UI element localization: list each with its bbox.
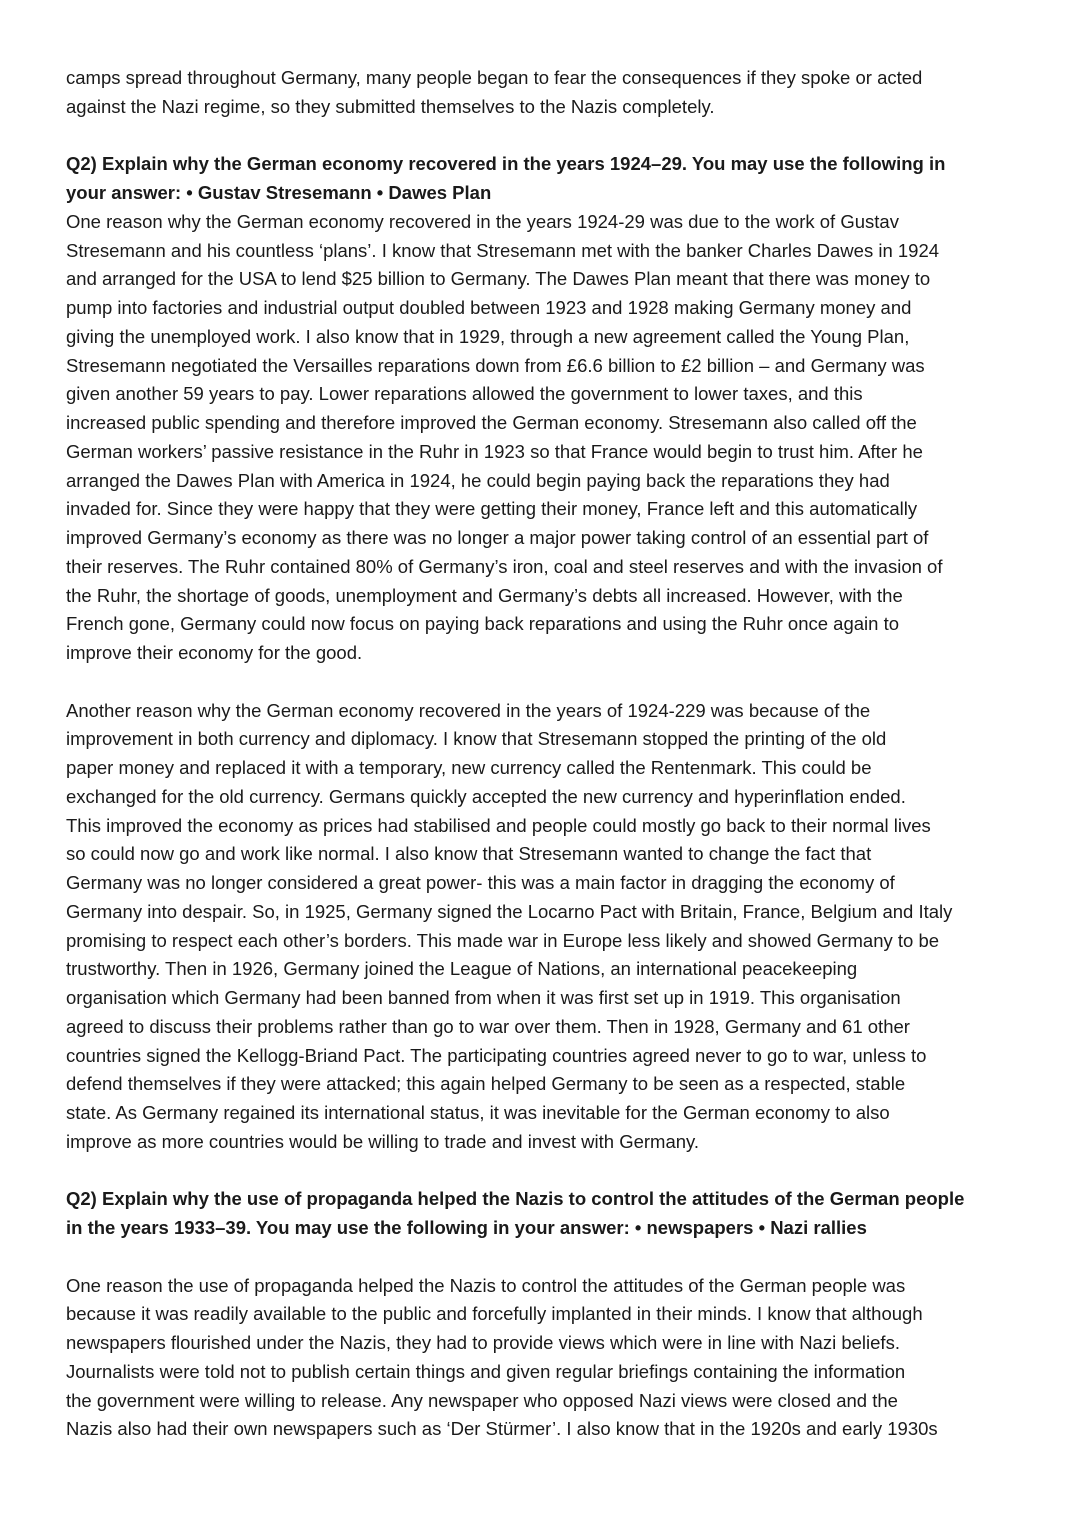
text-line: German workers’ passive resistance in the Ruhr in 1923 so that France would begin to trust him. After he <box>66 440 923 462</box>
text-line: Germany into despair. So, in 1925, Germany signed the Locarno Pact with Britain, France, Belgium and Italy <box>66 900 953 922</box>
text-line: and arranged for the USA to lend $25 billion to Germany. The Dawes Plan meant that there was money to <box>66 268 931 290</box>
economy-question <box>66 150 1026 208</box>
text-line: giving the unemployed work. I also know that in 1929, through a new agreement called the Young Plan, <box>66 325 910 347</box>
propaganda-paragraph-1 <box>66 1272 1026 1445</box>
text-line: the Ruhr, the shortage of goods, unemployment and Germany’s debts all increased. However, with the <box>66 584 903 606</box>
text-line: One reason why the German economy recovered in the years 1924-29 was due to the work of Gustav <box>66 210 899 232</box>
economy-paragraph-2 <box>66 697 1026 1157</box>
text-line: improve their economy for the good. <box>66 642 363 663</box>
text-line: Nazis also had their own newspapers such as ‘Der Stürmer’. I also know that in the 1920s and early 1930s <box>66 1418 938 1440</box>
text-line: This improved the economy as prices had stabilised and people could mostly go back to their normal lives <box>66 814 931 836</box>
question-line: in the years 1933–39. You may use the following in your answer: • newspapers • Nazi rallies <box>66 1217 867 1238</box>
text-line: their reserves. The Ruhr contained 80% of Germany’s iron, coal and steel reserves and with the invasion of <box>66 555 943 577</box>
text-line: against the Nazi regime, so they submitted themselves to the Nazis completely. <box>66 95 715 117</box>
text-line: Journalists were told not to publish certain things and given regular briefings containing the information <box>66 1360 906 1382</box>
text-line: increased public spending and therefore improved the German economy. Stresemann also called off the <box>66 412 917 433</box>
text-line: improvement in both currency and diplomacy. I know that Stresemann stopped the printing of the old <box>66 728 887 750</box>
text-line: arranged the Dawes Plan with America in 1924, he could begin paying back the reparations they had <box>66 469 890 491</box>
paragraph-gap <box>66 1157 1026 1186</box>
text-line: camps spread throughout Germany, many people began to fear the consequences if they spoke or acted <box>66 67 923 88</box>
text-line: One reason the use of propaganda helped the Nazis to control the attitudes of the German people was <box>66 1274 906 1296</box>
text-line: state. As Germany regained its international status, it was inevitable for the German economy to also <box>66 1102 890 1123</box>
text-line: paper money and replaced it with a temporary, new currency called the Rentenmark. This could be <box>66 757 872 778</box>
propaganda-question <box>66 1185 1026 1243</box>
text-line: agreed to discuss their problems rather than go to war over them. Then in 1928, Germany and 61 other <box>66 1015 910 1037</box>
text-line: countries signed the Kellogg-Briand Pact. The participating countries agreed never to go to war, unless to <box>66 1044 927 1066</box>
text-line: so could now go and work like normal. I also know that Stresemann wanted to change the fact that <box>66 843 872 865</box>
text-line: because it was readily available to the public and forcefully implanted in their minds. I know that although <box>66 1303 923 1325</box>
paragraph-gap <box>66 122 1026 151</box>
text-line: Germany was no longer considered a great power- this was a main factor in dragging the economy of <box>66 872 895 893</box>
text-line: exchanged for the old currency. Germans quickly accepted the new currency and hyperinflation ended. <box>66 785 906 807</box>
text-line: organisation which Germany had been banned from when it was first set up in 1919. This organisation <box>66 987 901 1008</box>
paragraph-gap <box>66 1243 1026 1272</box>
text-line: invaded for. Since they were happy that they were getting their money, France left and this automatically <box>66 498 918 520</box>
paragraph-gap <box>66 668 1026 697</box>
text-line: promising to respect each other’s borders. This made war in Europe less likely and showed Germany to be <box>66 929 940 951</box>
text-line: newspapers flourished under the Nazis, they had to provide views which were in line with Nazi beliefs. <box>66 1332 900 1353</box>
text-line: Stresemann negotiated the Versailles reparations down from £6.6 billion to £2 billion – and Germany was <box>66 354 925 376</box>
text-line: Stresemann and his countless ‘plans’. I know that Stresemann met with the banker Charles Dawes in 1924 <box>66 239 940 261</box>
question-line: your answer: • Gustav Stresemann • Dawes Plan <box>66 182 492 203</box>
question-line: Q2) Explain why the German economy recovered in the years 1924–29. You may use the following in <box>66 153 946 175</box>
text-line: pump into factories and industrial output doubled between 1923 and 1928 making Germany money and <box>66 297 912 318</box>
question-line: Q2) Explain why the use of propaganda helped the Nazis to control the attitudes of the German people <box>66 1188 965 1210</box>
document-page <box>66 64 1026 1444</box>
text-line: improved Germany’s economy as there was no longer a major power taking control of an essential part of <box>66 527 929 548</box>
economy-paragraph-1 <box>66 208 1026 668</box>
text-line: given another 59 years to pay. Lower reparations allowed the government to lower taxes, and this <box>66 383 863 405</box>
text-line: defend themselves if they were attacked; this again helped Germany to be seen as a respected, stable <box>66 1073 906 1095</box>
text-line: Another reason why the German economy recovered in the years of 1924-229 was because of the <box>66 699 871 721</box>
intro-paragraph <box>66 64 1026 122</box>
text-line: the government were willing to release. Any newspaper who opposed Nazi views were closed and the <box>66 1389 898 1411</box>
text-line: improve as more countries would be willing to trade and invest with Germany. <box>66 1130 700 1152</box>
text-line: French gone, Germany could now focus on paying back reparations and using the Ruhr once again to <box>66 613 900 635</box>
text-line: trustworthy. Then in 1926, Germany joined the League of Nations, an international peacekeeping <box>66 958 858 980</box>
